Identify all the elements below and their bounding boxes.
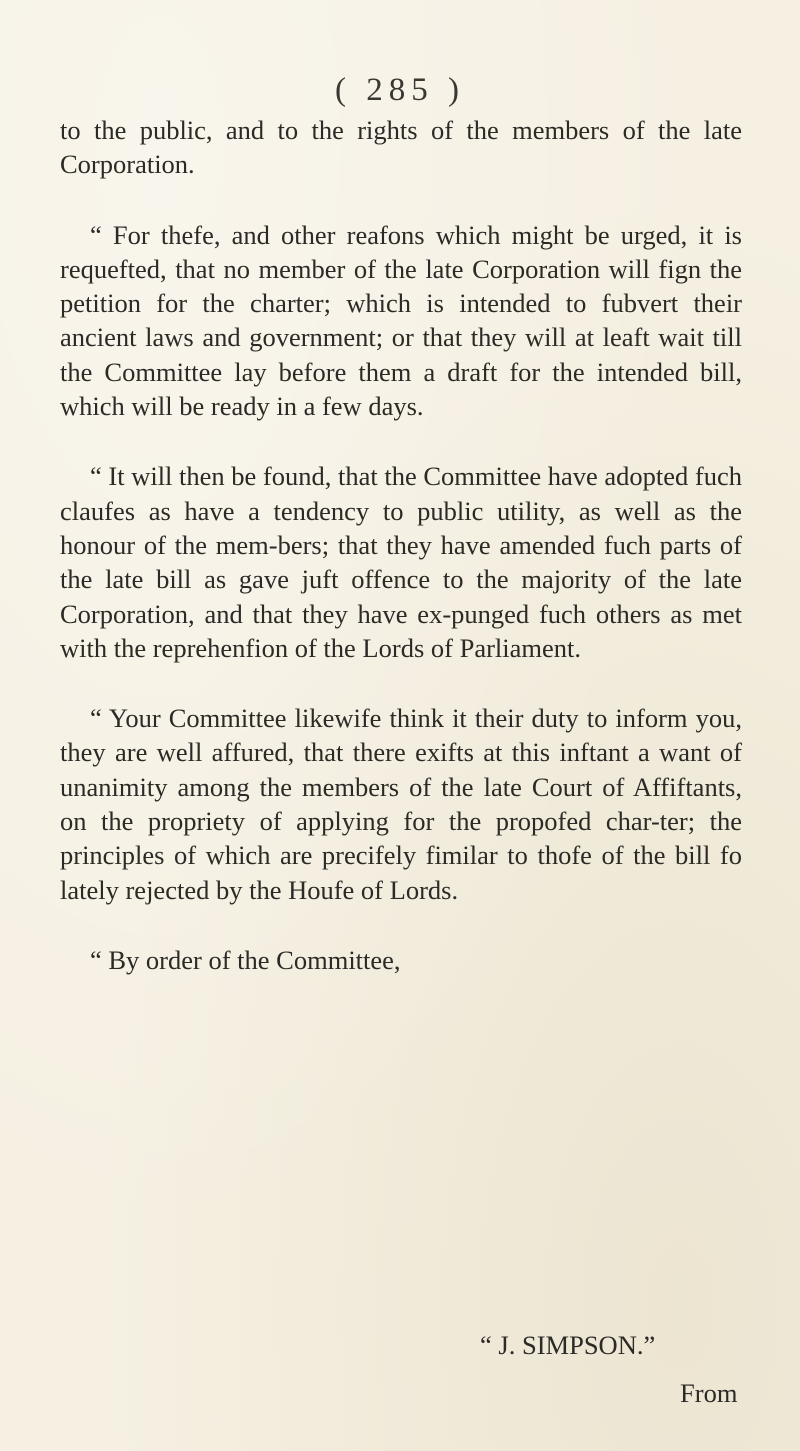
page-number: ( 285 ) bbox=[335, 72, 465, 108]
paragraph-committee-clauses: “ It will then be found, that the Committee have adopted fuch claufes as have a tendency to public utility, as well as the honour of the mem-bers; that they have amended fuch parts of the late bill as gave juft offence to the majority of the late Corporation, and that they have ex-punged fuch others as met with the reprehenfion of the Lords of Parliament. bbox=[60, 461, 743, 663]
paragraph-by-order: “ By order of the Committee, bbox=[90, 944, 401, 975]
paragraph-reasons: “ For thefe, and other reafons which might be urged, it is requefted, that no member of the late Corporation will fign the petition for the charter; which is intended to fubvert their ancient laws and government; or that they will at leaft wait till the Committee lay before them a draft for the intended bill, which will be ready in a few days. bbox=[60, 219, 742, 422]
paragraph-continuation: to the public, and to the rights of the members of the late Corporation. bbox=[60, 115, 742, 180]
paragraph-unanimity: “ Your Committee likewife think it their duty to inform you, they are well affured, that there exifts at this inftant a want of unanimity among the members of the late Court of Affiftants, on the propriety of applying for the propofed char-ter; the principles of which are precifely fimilar to thofe of the bill fo lately rejected by the Houfe of Lords. bbox=[60, 703, 742, 905]
body-text bbox=[60, 113, 742, 979]
catchword: From bbox=[680, 1378, 738, 1408]
signature-name: “ J. SIMPSON.” bbox=[480, 1330, 656, 1360]
